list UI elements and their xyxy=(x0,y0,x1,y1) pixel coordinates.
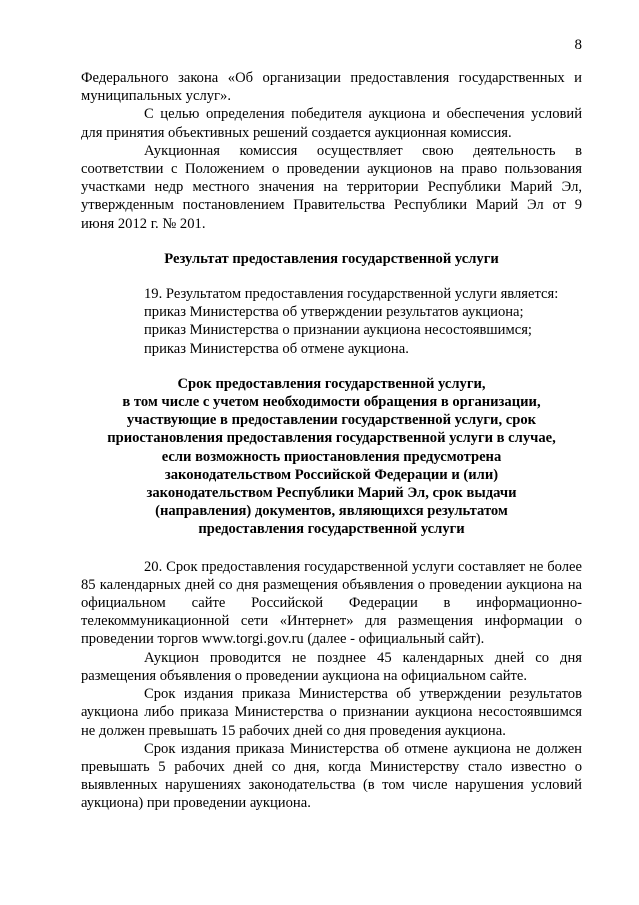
section-heading-term xyxy=(81,375,582,539)
heading-line: (направления) документов, являющихся результатом xyxy=(155,503,508,520)
intro-paragraph-3: Аукционная комиссия осуществляет свою деятельность в соответствии с Положением о проведении аукционов на право пользования участками недр местного значения на территории Республики Марий Эл, утвержденным постановлением Правительства Республики Марий Эл от 9 июня 2012 г. № 201. xyxy=(81,142,582,232)
heading-line: участвующие в предоставлении государственной услуги, срок xyxy=(126,412,537,429)
auction-deadline-paragraph: Аукцион проводится не позднее 45 календарных дней со дня размещения объявления о проведении аукциона на официальном сайте. xyxy=(81,649,582,684)
heading-line: если возможность приостановления предусмотрена xyxy=(161,448,502,465)
heading-line: законодательством Республики Марий Эл, срок выдачи xyxy=(146,485,517,502)
list-item: приказ Министерства об утверждении результатов аукциона; xyxy=(144,304,524,321)
list-item: приказ Министерства об отмене аукциона. xyxy=(144,340,409,357)
list-item: приказ Министерства о признании аукциона несостоявшимся; xyxy=(144,322,532,339)
intro-paragraph-2: С целью определения победителя аукциона и обеспечения условий для принятия объективных решений создается аукционная комиссия. xyxy=(81,106,582,141)
heading-line: Срок предоставления государственной услуги, xyxy=(177,375,486,392)
item-20-paragraph: 20. Срок предоставления государственной услуги составляет не более 85 календарных дней со дня размещения объявления о проведении аукциона на официальном сайте Российской Федерации в информационно-телекоммуникационной сети «Интернет» для размещения информации о проведении торгов www.torgi.gov.ru (далее - официальный сайт). xyxy=(81,558,582,648)
section-heading-result: Результат предоставления государственной услуги xyxy=(164,250,499,267)
item-19-paragraph: 19. Результатом предоставления государственной услуги является: xyxy=(144,286,559,303)
document-body xyxy=(81,69,582,813)
page-number: 8 xyxy=(574,37,582,53)
cancel-order-term-paragraph: Срок издания приказа Министерства об отмене аукциона не должен превышать 5 рабочих дней со дня, когда Министерству стало известно о выявленных нарушениях законодательства (в том числе нарушения условий аукциона) при проведении аукциона. xyxy=(81,740,582,812)
heading-line: предоставления государственной услуги xyxy=(198,521,465,538)
results-order-term-paragraph: Срок издания приказа Министерства об утверждении результатов аукциона либо приказа Министерства о признании аукциона несостоявшимся не должен превышать 15 рабочих дней со дня проведения аукциона. xyxy=(81,686,582,739)
heading-line: приостановления предоставления государственной услуги в случае, xyxy=(107,430,556,447)
intro-paragraph-1: Федерального закона «Об организации предоставления государственных и муниципальных услуг». xyxy=(81,70,582,105)
heading-line: законодательством Российской Федерации и (или) xyxy=(164,466,499,483)
heading-line: в том числе с учетом необходимости обращения в организации, xyxy=(122,394,541,411)
